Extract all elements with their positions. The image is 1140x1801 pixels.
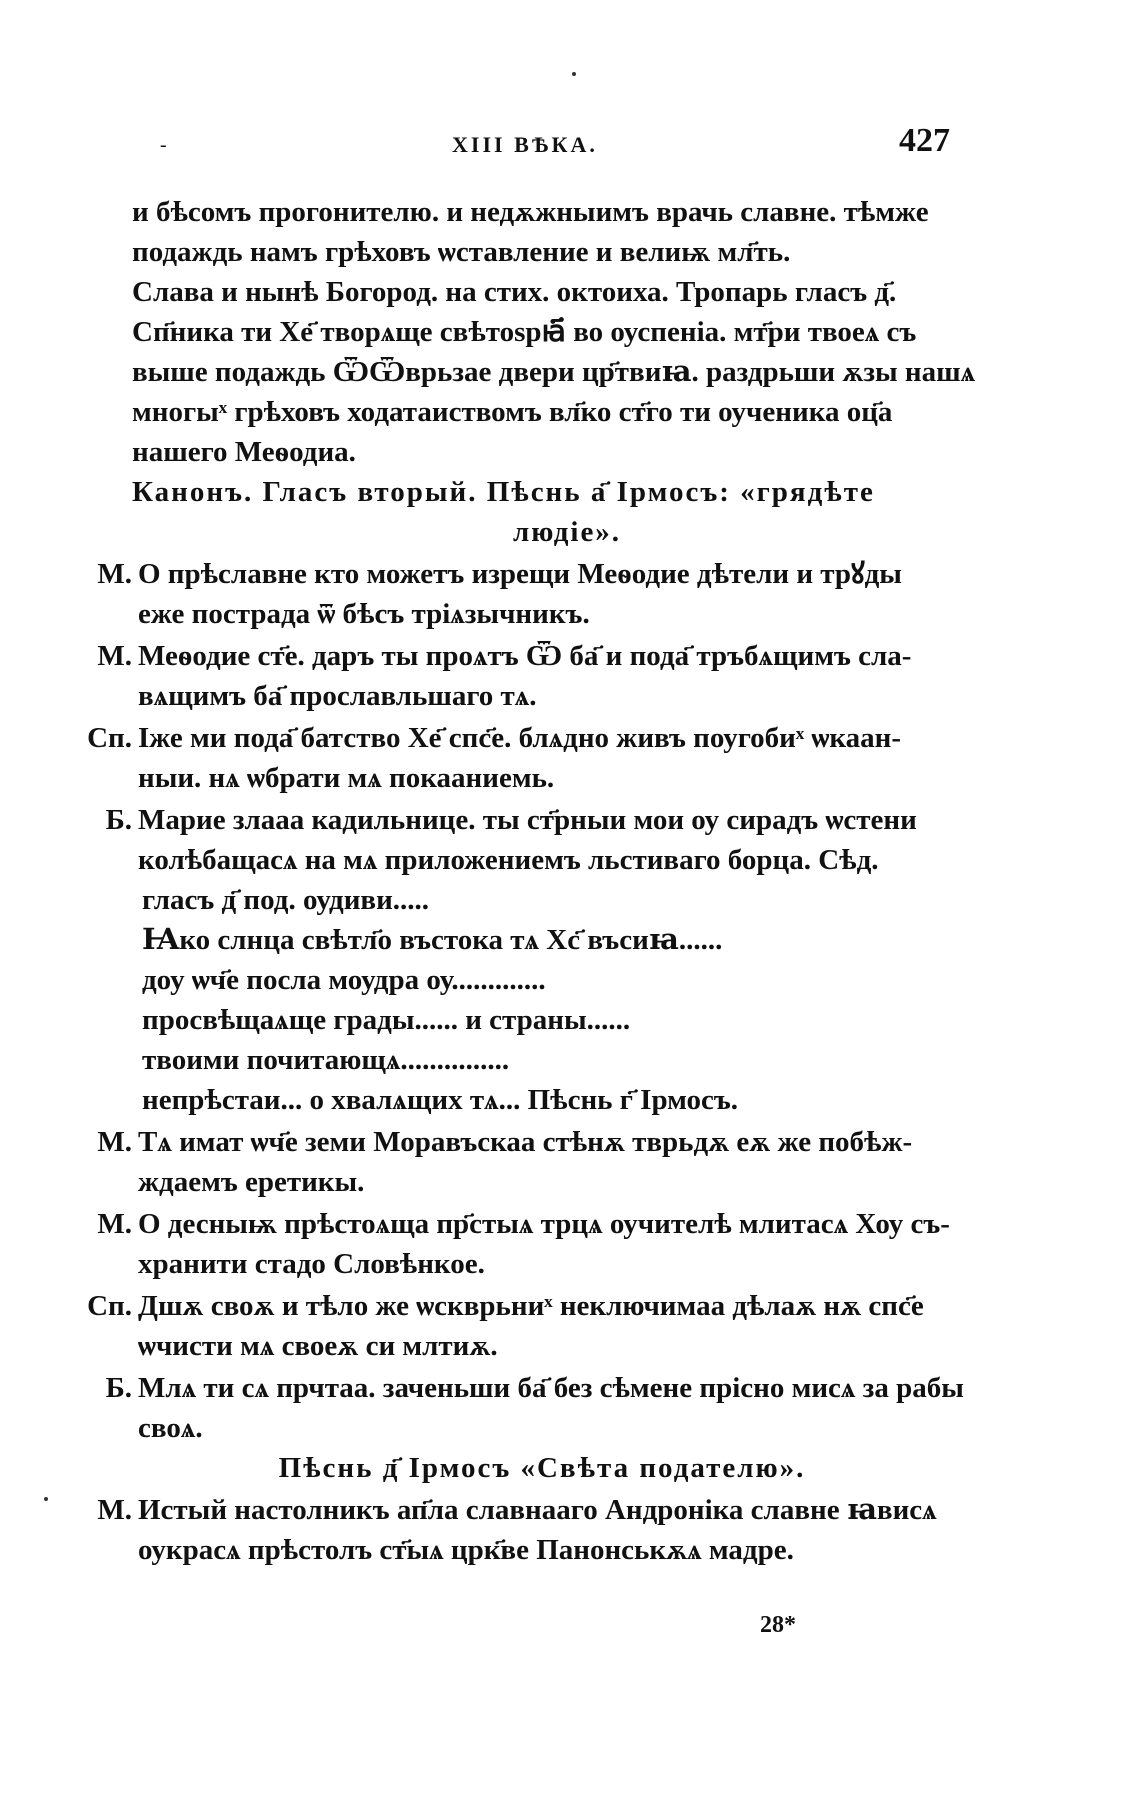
- text-line: еже пострада ѿ бѣсъ тріѧзычникъ.: [138, 598, 590, 630]
- header-mark: -: [160, 134, 167, 156]
- text-line: многыˣ грѣховъ ходатаиствомъ вл҃ко ст҃го ти оученика оц҃а: [132, 396, 893, 428]
- text-line: нашего Меѳодиа.: [132, 436, 356, 468]
- page-number: 427: [899, 122, 950, 159]
- slava-paragraph: [82, 272, 952, 312]
- text-line: Іже ми пода҃ батство Хе҃ спс҃е. блѧдно живъ поугобиˣ ѡкаан-: [138, 722, 902, 754]
- verse-entry: [82, 1490, 952, 1570]
- text-line: выше подаждь ѾѾврьзае двери цр҃твиꙗ. раздрьши ѫзы нашѧ: [132, 356, 976, 388]
- verse-entry: [82, 636, 952, 716]
- speck-mark: [572, 72, 576, 76]
- verse-entry: [82, 1204, 952, 1284]
- troparion-paragraph: [82, 312, 976, 472]
- text-line: колѣбащасѧ на мѧ приложениемъ льстиваго борца. Сѣд.: [138, 844, 879, 876]
- text-line: О прѣславне кто можетъ изрещи Меѳодие дѣтели и трꙋды: [138, 558, 902, 590]
- verse-entry: [82, 1122, 952, 1202]
- text-line: своѧ.: [138, 1412, 203, 1444]
- text-line: ждаемъ еретикы.: [138, 1166, 365, 1198]
- text-line: Слава и нынѣ Богород. на стих. октоиха. Тропарь гласъ д҃.: [132, 276, 897, 308]
- running-header: [150, 122, 950, 168]
- ode4-heading: [82, 1448, 952, 1488]
- verse-entry: [82, 1286, 952, 1366]
- speaker-label: М.: [97, 1494, 132, 1526]
- text-line: Ꙗко слнца свѣтл҃о въстока тѧ Хс҃ въсиꙗ......: [142, 924, 723, 956]
- verse-entry: [82, 554, 952, 634]
- text-line: Дшѫ своѫ и тѣло же ѡскврьниˣ неключимаа дѣлаѫ нѫ спс҃е: [138, 1290, 924, 1322]
- heading-line: Пѣснь д҃ Ірмосъ «Свѣта подателю».: [278, 1452, 806, 1484]
- speck-mark: [44, 1497, 48, 1501]
- running-title: XIII ВѢКА.: [452, 132, 598, 157]
- text-line: и бѣсомъ прогонителю. и недѫжныимъ врачь славне. тѣмже: [132, 196, 929, 228]
- verse-entry: [82, 1368, 964, 1448]
- text-line: Меѳодие ст҃е. даръ ты проѧтъ Ѿ ба҃ и пода҃ тръбѧщимъ сла-: [138, 640, 912, 672]
- text-line: ныи. нѧ ѡбрати мѧ покааниемь.: [138, 762, 555, 794]
- sedalen-block: [82, 880, 952, 1120]
- text-line: О десныѭ прѣстоѧща пр҃стыѧ трцѧ оучителѣ млитасѧ Хоу съ-: [138, 1208, 950, 1240]
- text-line: подаждь намъ грѣховъ ѡставление и велиѭ мл҃ть.: [132, 236, 791, 268]
- text-line: твоими почитающѧ...............: [142, 1044, 510, 1076]
- text-line: доу ѡч҃е посла моудра оу.............: [142, 964, 546, 996]
- intro-paragraph: [82, 192, 952, 272]
- text-line: просвѣщаѧще грады...... и страны......: [142, 1004, 631, 1036]
- speaker-label: М.: [97, 640, 132, 672]
- speaker-label: М.: [97, 1126, 132, 1158]
- speaker-label: М.: [97, 558, 132, 590]
- signature-mark: 28*: [760, 1612, 796, 1638]
- page-body: [82, 192, 976, 1570]
- verse-entry: [82, 718, 952, 798]
- speaker-label: Сп.: [87, 722, 132, 754]
- speaker-label: Б.: [105, 804, 132, 836]
- speaker-label: Б.: [105, 1372, 132, 1404]
- speaker-label: Сп.: [87, 1290, 132, 1322]
- text-line: гласъ д҃ под. оудиви.....: [142, 884, 430, 916]
- heading-line: Канонъ. Гласъ вторый. Пѣснь а҃ Ірмосъ: «грядѣте: [132, 476, 875, 508]
- text-line: вѧщимъ ба҃ прославльшаго тѧ.: [138, 680, 537, 712]
- text-line: хранити стадо Словѣнкое.: [138, 1248, 485, 1280]
- heading-line: людіе».: [512, 516, 622, 548]
- verse-entry: [82, 800, 952, 880]
- speaker-label: М.: [97, 1208, 132, 1240]
- text-line: Истый настолникъ ап҃ла славнааго Андроніка славне ꙗвисѧ: [138, 1494, 937, 1526]
- text-line: Сп҃ника ти Хе҃ творѧще свѣтоѕрꙗ҃ во оуспеніа. мт҃ри твоеѧ съ: [132, 316, 917, 348]
- kanon-heading: [82, 472, 952, 552]
- text-line: Марие злаaа кадильнице. ты ст҃рныи мои оу сирадъ ѡстени: [138, 804, 917, 836]
- text-line: ѡчисти мѧ своеѫ си млтиѫ.: [138, 1330, 498, 1362]
- text-line: Млѧ ти сѧ прчтаа. заченьши ба҃ без сѣмене прісно мисѧ за рабы: [138, 1372, 964, 1404]
- text-line: оукрасѧ прѣстолъ ст҃ыѧ црк҃ве Панонськѫѧ мадре.: [138, 1534, 794, 1566]
- text-line: непрѣстаи... о хвалѧщих тѧ... Пѣснь г҃ Ірмосъ.: [142, 1084, 739, 1116]
- text-line: Тѧ имат ѡч҃е земи Моравъскаа стѣнѫ тврьдѫ еѫ же побѣж-: [138, 1126, 913, 1158]
